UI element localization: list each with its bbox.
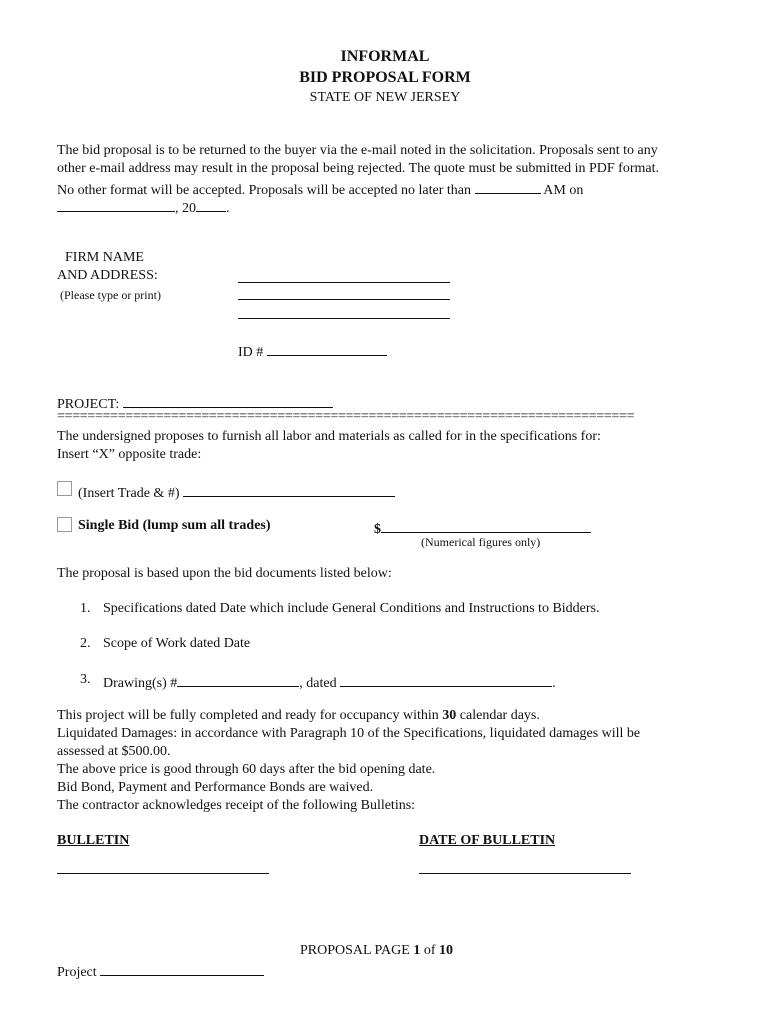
dollar-sign: $ [374,522,381,537]
form-title-line1: INFORMAL [340,48,430,65]
drawing-date-blank[interactable] [340,672,552,687]
bulletins-ack-line: The contractor acknowledges receipt of the following Bulletins: [57,798,416,813]
bulletin-date-blank[interactable] [419,873,631,874]
drawing-dated-label: , dated [299,676,337,691]
single-bid-label: Single Bid (lump sum all trades) [78,518,271,533]
bid-amount-blank[interactable] [381,518,591,533]
intro-line-3 [57,179,583,199]
completion-line [57,708,540,724]
bulletin-blank[interactable] [57,873,269,874]
document-item-3 [103,672,556,692]
intro-period: . [226,201,230,216]
trade-intro-line-1: The undersigned proposes to furnish all labor and materials as called for in the specifications for: [57,429,601,444]
trade-blank[interactable] [183,482,395,497]
single-bid-checkbox[interactable] [57,517,72,532]
firm-name-label: FIRM NAME [65,250,144,265]
intro-line-2: other e-mail address may result in the proposal being rejected. The quote must be submitted in PDF format. [57,161,659,176]
numerical-note: (Numerical figures only) [421,535,541,549]
trade-checkbox[interactable] [57,481,72,496]
firm-line-3[interactable] [238,318,450,319]
intro-year-prefix: , 20 [175,201,196,216]
page-number: 1 [413,943,421,958]
project-label: PROJECT: [57,397,120,412]
firm-id-blank[interactable] [267,341,387,356]
drawing-number-blank[interactable] [177,672,299,687]
documents-intro: The proposal is based upon the bid documents listed below: [57,566,392,581]
trade-intro-line-2: Insert “X” opposite trade: [57,447,202,462]
drawing-label: Drawing(s) # [103,676,178,691]
page-label: PROPOSAL PAGE [300,943,410,958]
bulletin-column-header: BULLETIN [57,833,130,848]
bulletin-date-column-header: DATE OF BULLETIN [419,833,556,848]
liquidated-damages-line: Liquidated Damages: in accordance with Paragraph 10 of the Specifications, liquidated damages will be [57,726,641,741]
firm-id [238,341,387,361]
form-title-line2: BID PROPOSAL FORM [299,69,471,86]
page-of: of [423,943,436,958]
firm-line-1[interactable] [238,282,450,283]
document-item-1-text: Specifications dated Date which include General Conditions and Instructions to Bidders. [103,601,600,616]
price-validity-line: The above price is good through 60 days after the bid opening date. [57,762,436,777]
project-blank[interactable] [123,393,333,408]
intro-line-3-text: No other format will be accepted. Proposals will be accepted no later than [57,183,472,198]
document-item-2-num: 2. [80,636,91,651]
firm-line-2[interactable] [238,299,450,300]
completion-days: 30 [442,708,457,723]
deadline-year-blank[interactable] [196,197,226,212]
liquidated-damages-amount: assessed at $500.00. [57,744,171,759]
intro-line-1: The bid proposal is to be returned to the buyer via the e-mail noted in the solicitation. Proposals sent to any [57,143,658,158]
bonds-line: Bid Bond, Payment and Performance Bonds are waived. [57,780,374,795]
drawing-period: . [552,676,556,691]
trade-option [78,482,395,502]
intro-line-4 [57,197,230,217]
firm-id-label: ID # [238,345,264,360]
footer-project-blank[interactable] [100,961,264,976]
deadline-date-blank[interactable] [57,197,175,212]
form-subtitle: STATE OF NEW JERSEY [309,90,461,105]
document-item-2-text: Scope of Work dated Date [103,636,251,651]
footer-project-label: Project [57,965,97,980]
intro-line-3-am: AM on [543,183,584,198]
separator-line: ============================================================================ [57,409,635,424]
page-indicator [300,943,453,959]
document-item-1-num: 1. [80,601,91,616]
firm-note: (Please type or print) [60,288,161,302]
completion-suffix: calendar days. [459,708,540,723]
document-item-3-num: 3. [80,672,91,687]
footer-project [57,961,264,981]
page-total: 10 [439,943,454,958]
completion-text: This project will be fully completed and ready for occupancy within [57,708,439,723]
trade-option-label: (Insert Trade & #) [78,486,180,501]
deadline-time-blank[interactable] [475,179,541,194]
firm-address-label: AND ADDRESS: [57,268,158,283]
